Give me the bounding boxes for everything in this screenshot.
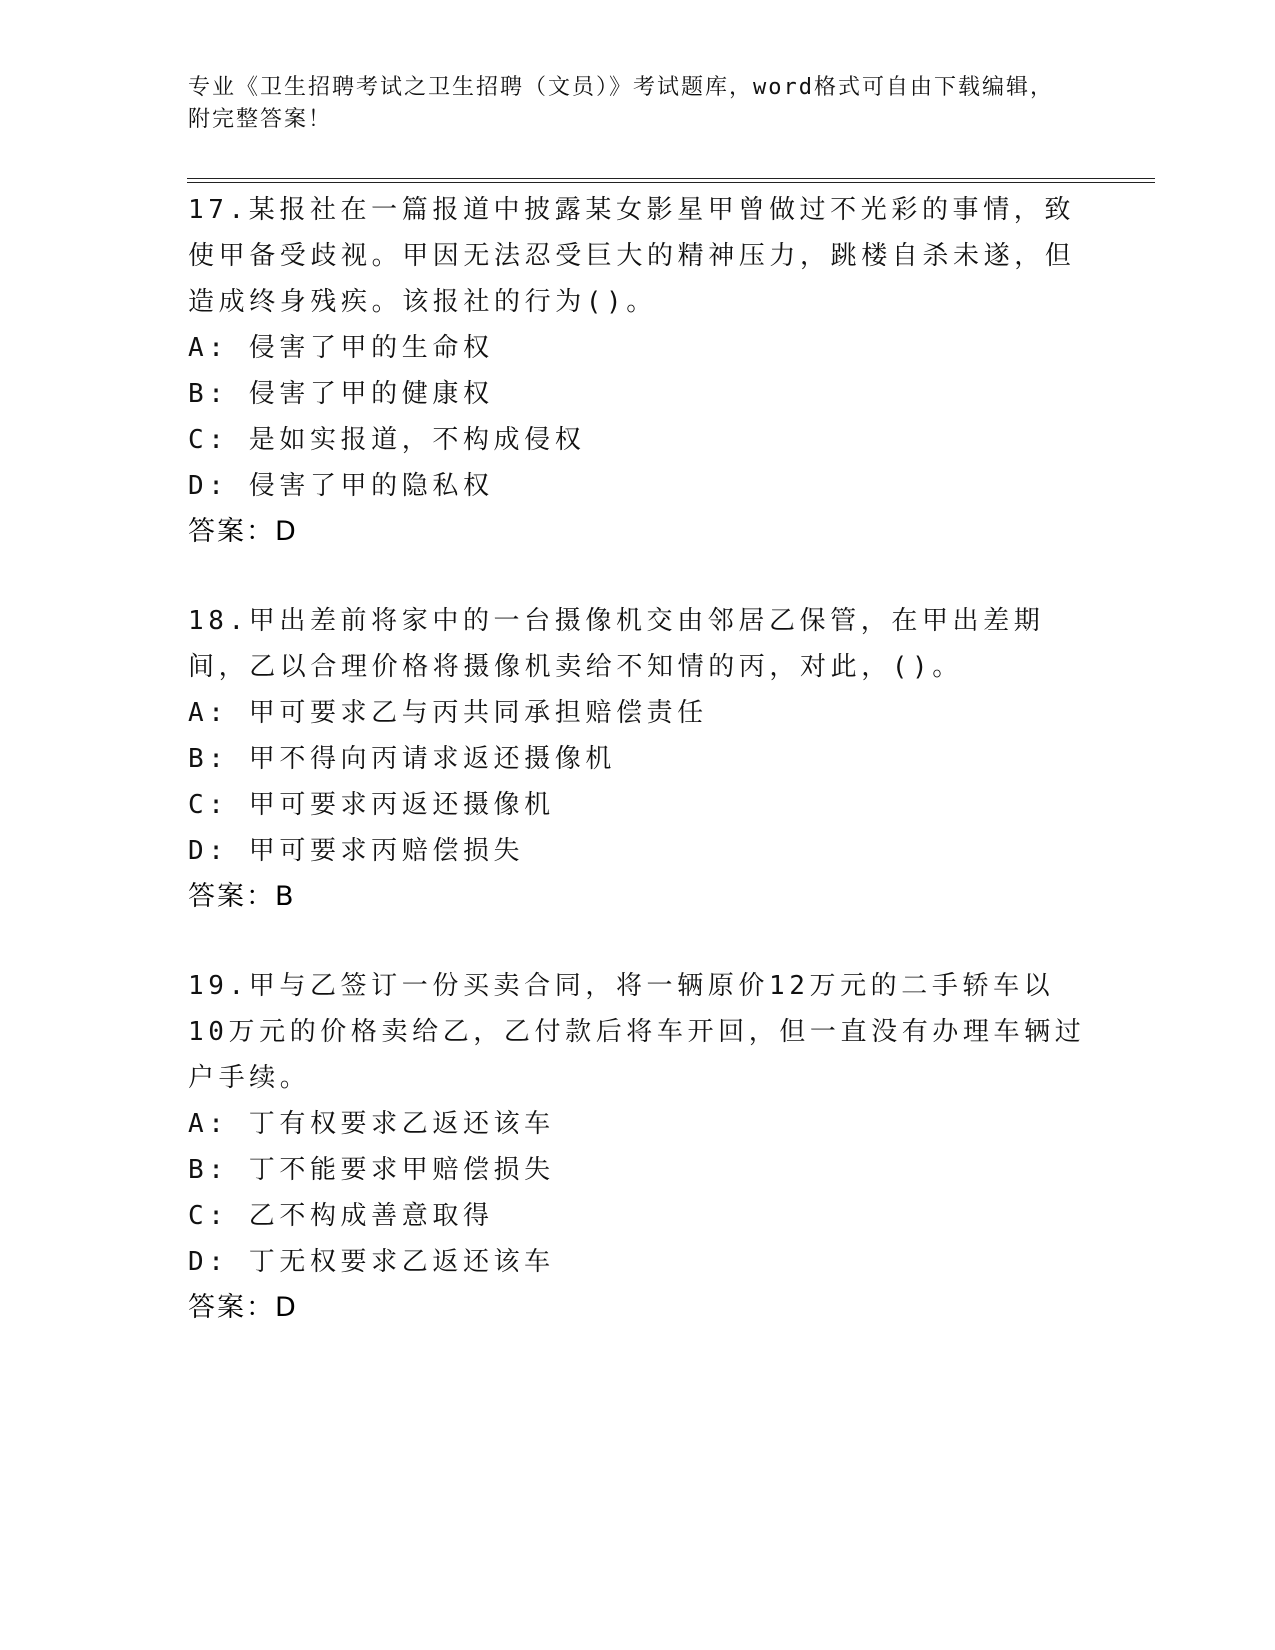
option-c: C: 乙不构成善意取得 (188, 1201, 494, 1231)
option-c: C: 是如实报道，不构成侵权 (188, 425, 586, 455)
answer-label: 答案：B (188, 881, 296, 912)
option-a: A: 甲可要求乙与丙共同承担赔偿责任 (188, 698, 708, 728)
question-18 (188, 598, 1088, 920)
option-a: A: 侵害了甲的生命权 (188, 333, 494, 363)
document-header: 专业《卫生招聘考试之卫生招聘（文员）》考试题库，word格式可自由下载编辑，附完整答案！ (188, 75, 1054, 132)
option-d: D: 甲可要求丙赔偿损失 (188, 836, 525, 866)
question-19 (188, 963, 1088, 1331)
answer-label: 答案：D (188, 1292, 298, 1323)
question-stem: 18.甲出差前将家中的一台摄像机交由邻居乙保管，在甲出差期间，乙以合理价格将摄像机卖给不知情的丙，对此，()。 (188, 606, 1045, 682)
option-d: D: 侵害了甲的隐私权 (188, 471, 494, 501)
header-divider-bottom (187, 182, 1155, 183)
option-b: B: 甲不得向丙请求返还摄像机 (188, 744, 616, 774)
option-c: C: 甲可要求丙返还摄像机 (188, 790, 555, 820)
question-stem: 17.某报社在一篇报道中披露某女影星甲曾做过不光彩的事情，致使甲备受歧视。甲因无法忍受巨大的精神压力，跳楼自杀未遂，但造成终身残疾。该报社的行为()。 (188, 195, 1076, 317)
question-stem: 19.甲与乙签订一份买卖合同，将一辆原价12万元的二手轿车以10万元的价格卖给乙，乙付款后将车开回，但一直没有办理车辆过户手续。 (188, 971, 1086, 1093)
option-b: B: 侵害了甲的健康权 (188, 379, 494, 409)
option-a: A: 丁有权要求乙返还该车 (188, 1109, 555, 1139)
answer-label: 答案：D (188, 516, 298, 547)
option-b: B: 丁不能要求甲赔偿损失 (188, 1155, 555, 1185)
header-divider-top (187, 178, 1155, 179)
question-17 (188, 187, 1088, 555)
option-d: D: 丁无权要求乙返还该车 (188, 1247, 555, 1277)
